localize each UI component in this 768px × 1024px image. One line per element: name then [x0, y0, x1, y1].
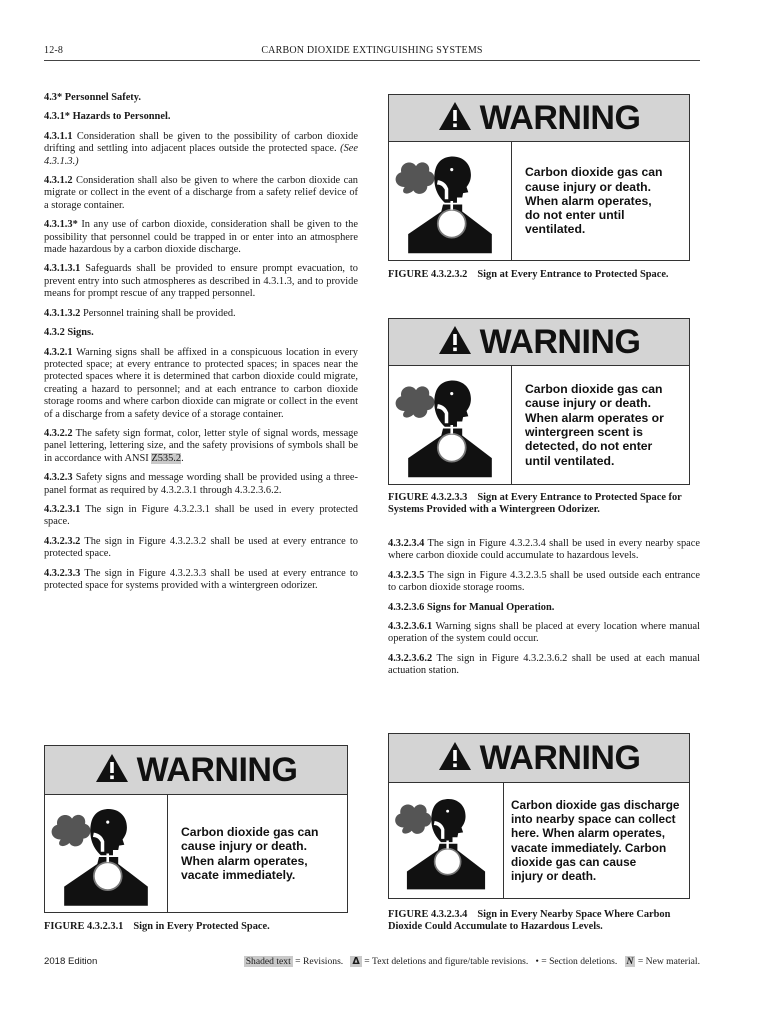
section-paragraph [388, 538, 700, 563]
section-text: The safety sign format, color, letter style of signal words, message panel lettering, lettering size, and the safety provisions of symbols shall be in accordance with ANSI [44, 427, 358, 464]
signal-word: WARNING [136, 750, 298, 789]
shaded-text-sample: Shaded text [245, 956, 291, 967]
symbol-panel [389, 783, 504, 898]
section-text: Hazards to Personnel. [72, 111, 171, 123]
symbol-panel [389, 366, 512, 484]
warning-message [525, 165, 662, 236]
section-text: The sign in Figure 4.3.2.3.3 shall be used at every entrance to protected space for systems provided with a wintergreen odorizer. [44, 567, 358, 591]
message-line: When alarm operates or [525, 410, 664, 425]
section-paragraph [388, 653, 700, 678]
new-material-icon: N [626, 956, 634, 967]
message-line: cause injury or death. [181, 839, 307, 854]
section-paragraph [388, 602, 700, 614]
section-number: 4.3* [44, 92, 63, 103]
signal-word-panel [45, 746, 347, 795]
co2-hazard-person-icon [389, 783, 503, 898]
section-number: 4.3.2.1 [44, 346, 73, 358]
signal-word-panel [389, 734, 689, 783]
figure-label: FIGURE 4.3.2.3.1 [44, 921, 124, 932]
message-line: dioxide gas can cause [511, 854, 637, 869]
message-line: do not enter until [525, 208, 625, 223]
figure-label: FIGURE 4.3.2.3.2 [388, 269, 468, 280]
warning-triangle-icon [95, 753, 129, 783]
warning-sign-protected-space [44, 745, 348, 913]
section-text: Consideration shall also be given to where the carbon dioxide can migrate or collect in the event of a discharge from a safety relief device of a storage container. [44, 175, 358, 211]
figure-title: Sign in Every Protected Space. [133, 921, 270, 932]
section-number: 4.3.2.3.6.2 [388, 652, 433, 664]
punctuation: . [181, 452, 184, 464]
section-text: The sign in Figure 4.3.2.3.4 shall be used in every nearby space where carbon dioxide could accumulate to hazardous levels. [388, 538, 700, 562]
section-number: 4.3.1.1 [44, 130, 73, 142]
section-number: 4.3.1.2 [44, 175, 73, 187]
symbol-panel [389, 142, 512, 260]
signal-word: WARNING [479, 738, 641, 777]
figure-label: FIGURE 4.3.2.3.4 [388, 909, 468, 920]
section-text: Safety signs and message wording shall be provided using a three-panel format as required by 4.3.2.3.1 through 4.3.2.3.6.2. [44, 472, 358, 496]
message-line: When alarm operates, [181, 853, 308, 868]
section-number: 4.3.2.3.1 [44, 503, 81, 515]
figure-title: Sign at Every Entrance to Protected Space. [477, 269, 669, 280]
warning-message [511, 798, 679, 884]
message-panel [511, 142, 689, 260]
edition-label: 2018 Edition [44, 956, 98, 967]
figure-caption-4-3-2-3-2 [388, 269, 688, 281]
warning-message [525, 382, 664, 468]
section-paragraph [388, 570, 700, 595]
figure-caption-4-3-2-3-4 [388, 909, 700, 934]
section-paragraph [44, 308, 358, 320]
message-line: injury or death. [511, 869, 597, 884]
section-paragraph [44, 428, 358, 465]
section-paragraph [44, 504, 358, 529]
section-text: Consideration shall be given to the possibility of carbon dioxide drifting and settling into adjacent places outside the protected space. [44, 130, 358, 155]
co2-hazard-person-icon [389, 366, 511, 484]
figure-caption-4-3-2-3-3 [388, 492, 700, 517]
section-text: The sign in Figure 4.3.2.3.5 shall be used outside each entrance to carbon dioxide storage rooms. [388, 569, 700, 594]
message-line: ventilated. [525, 222, 586, 237]
left-text-column [44, 92, 358, 599]
message-line: detected, do not enter [525, 439, 653, 454]
header-rule [44, 60, 700, 61]
section-text: Safeguards shall be provided to ensure prompt evacuation, to prevent entry into such atmospheres as described in 4.3.1.3, and to provide means for prompt rescue of any trapped personnel. [44, 263, 358, 300]
section-number: 4.3.2.3 [44, 472, 73, 484]
revision-legend: Shaded text = Revisions. Δ = Text deletions and figure/table revisions. • = Section deletions. N = New material. [245, 956, 700, 967]
section-paragraph [44, 219, 358, 256]
section-number: 4.3.2.3.2 [44, 535, 81, 547]
section-number: 4.3.2.3.3 [44, 567, 81, 579]
right-text-column [388, 538, 700, 685]
message-line: Carbon dioxide gas can [525, 165, 663, 180]
message-line: When alarm operates, [525, 193, 652, 208]
message-line: vacate immediately. [181, 867, 296, 882]
section-number: 4.3.1* [44, 111, 70, 123]
section-text: Personnel Safety. [64, 92, 141, 103]
message-line: Carbon dioxide gas discharge [511, 797, 680, 812]
section-paragraph [44, 111, 358, 123]
warning-triangle-icon [438, 741, 472, 771]
section-text: Warning signs shall be affixed in a conspicuous location in every protected space; at every entrance to protected spaces; in spaces near the protected spaces where it is determined that carbon dioxide could migrate, creating a hazard to personnel; and at each entrance to carbon dioxide storage rooms and where carbon dioxide can migrate or collect in the event of a discharge from a safety device of a storage container. [44, 346, 358, 420]
section-number: 4.3.2.3.6 [388, 601, 425, 613]
message-line: until ventilated. [525, 453, 615, 468]
section-paragraph [44, 568, 358, 593]
warning-message [181, 825, 318, 882]
signal-word-panel [389, 95, 689, 142]
section-paragraph [44, 347, 358, 421]
revision-shaded-text: Z535.2 [151, 452, 182, 464]
section-text: Signs for Manual Operation. [426, 601, 555, 613]
signal-word: WARNING [479, 322, 641, 361]
section-paragraph [44, 327, 358, 339]
section-text: Personnel training shall be provided. [82, 307, 236, 319]
page-number: 12-8 [44, 45, 64, 56]
section-number: 4.3.1.3.2 [44, 307, 81, 319]
section-text: The sign in Figure 4.3.2.3.6.2 shall be used at each manual actuation station. [388, 652, 700, 677]
signal-word: WARNING [479, 98, 641, 137]
figure-title: Sign at Every Entrance to Protected Space for Systems Provided with a Wintergreen Odorizer. [388, 492, 682, 516]
message-line: cause injury or death. [525, 179, 651, 194]
section-number: 4.3.2.3.6.1 [388, 621, 433, 633]
message-line: vacate immediately. Carbon [511, 840, 667, 855]
co2-hazard-person-icon [45, 795, 167, 912]
section-paragraph [44, 263, 358, 300]
section-paragraph [44, 472, 358, 497]
section-text: Signs. [67, 327, 94, 339]
section-text: In any use of carbon dioxide, consideration shall be given to the possibility that personnel could be trapped in or enter into an atmosphere made hazardous by a carbon dioxide discharge. [44, 219, 358, 256]
message-line: here. When alarm operates, [511, 826, 666, 841]
message-line: into nearby space can collect [511, 811, 676, 826]
section-paragraph [44, 92, 358, 104]
message-line: Carbon dioxide gas can [525, 382, 663, 397]
running-header [44, 45, 700, 61]
message-panel [504, 783, 689, 898]
warning-sign-wintergreen [388, 318, 690, 485]
figure-title: Sign in Every Nearby Space Where Carbon Dioxide Could Accumulate to Hazardous Levels. [388, 909, 671, 933]
section-number: 4.3.2 [44, 327, 65, 339]
warning-sign-nearby-space [388, 733, 690, 899]
message-line: wintergreen scent is [525, 425, 643, 439]
section-paragraph [44, 536, 358, 561]
message-panel [167, 795, 347, 912]
message-line: Carbon dioxide gas can [181, 824, 319, 839]
section-text: The sign in Figure 4.3.2.3.1 shall be used in every protected space. [44, 503, 358, 528]
message-panel [511, 366, 689, 484]
section-paragraph [44, 175, 358, 212]
signal-word-panel [389, 319, 689, 366]
delta-icon: Δ [352, 956, 360, 967]
section-paragraph [44, 131, 358, 168]
cross-reference: (See 4.3.1.3.) [44, 143, 358, 167]
section-text: The sign in Figure 4.3.2.3.2 shall be used at every entrance to protected space. [44, 535, 358, 560]
co2-hazard-person-icon [389, 142, 511, 260]
warning-sign-entrance [388, 94, 690, 261]
symbol-panel [45, 795, 168, 912]
figure-label: FIGURE 4.3.2.3.3 [388, 492, 468, 503]
section-number: 4.3.1.3* [44, 219, 78, 231]
section-number: 4.3.1.3.1 [44, 263, 81, 275]
bullet-icon: • [535, 956, 539, 967]
warning-triangle-icon [438, 101, 472, 131]
section-number: 4.3.2.3.4 [388, 538, 425, 549]
running-title: CARBON DIOXIDE EXTINGUISHING SYSTEMS [261, 45, 483, 56]
section-number: 4.3.2.3.5 [388, 569, 425, 581]
message-line: cause injury or death. [525, 396, 651, 411]
section-number: 4.3.2.2 [44, 427, 73, 439]
section-text: Warning signs shall be placed at every location where manual operation of the system could occur. [388, 621, 700, 645]
figure-caption-4-3-2-3-1 [44, 921, 346, 933]
section-paragraph [388, 621, 700, 646]
warning-triangle-icon [438, 325, 472, 355]
